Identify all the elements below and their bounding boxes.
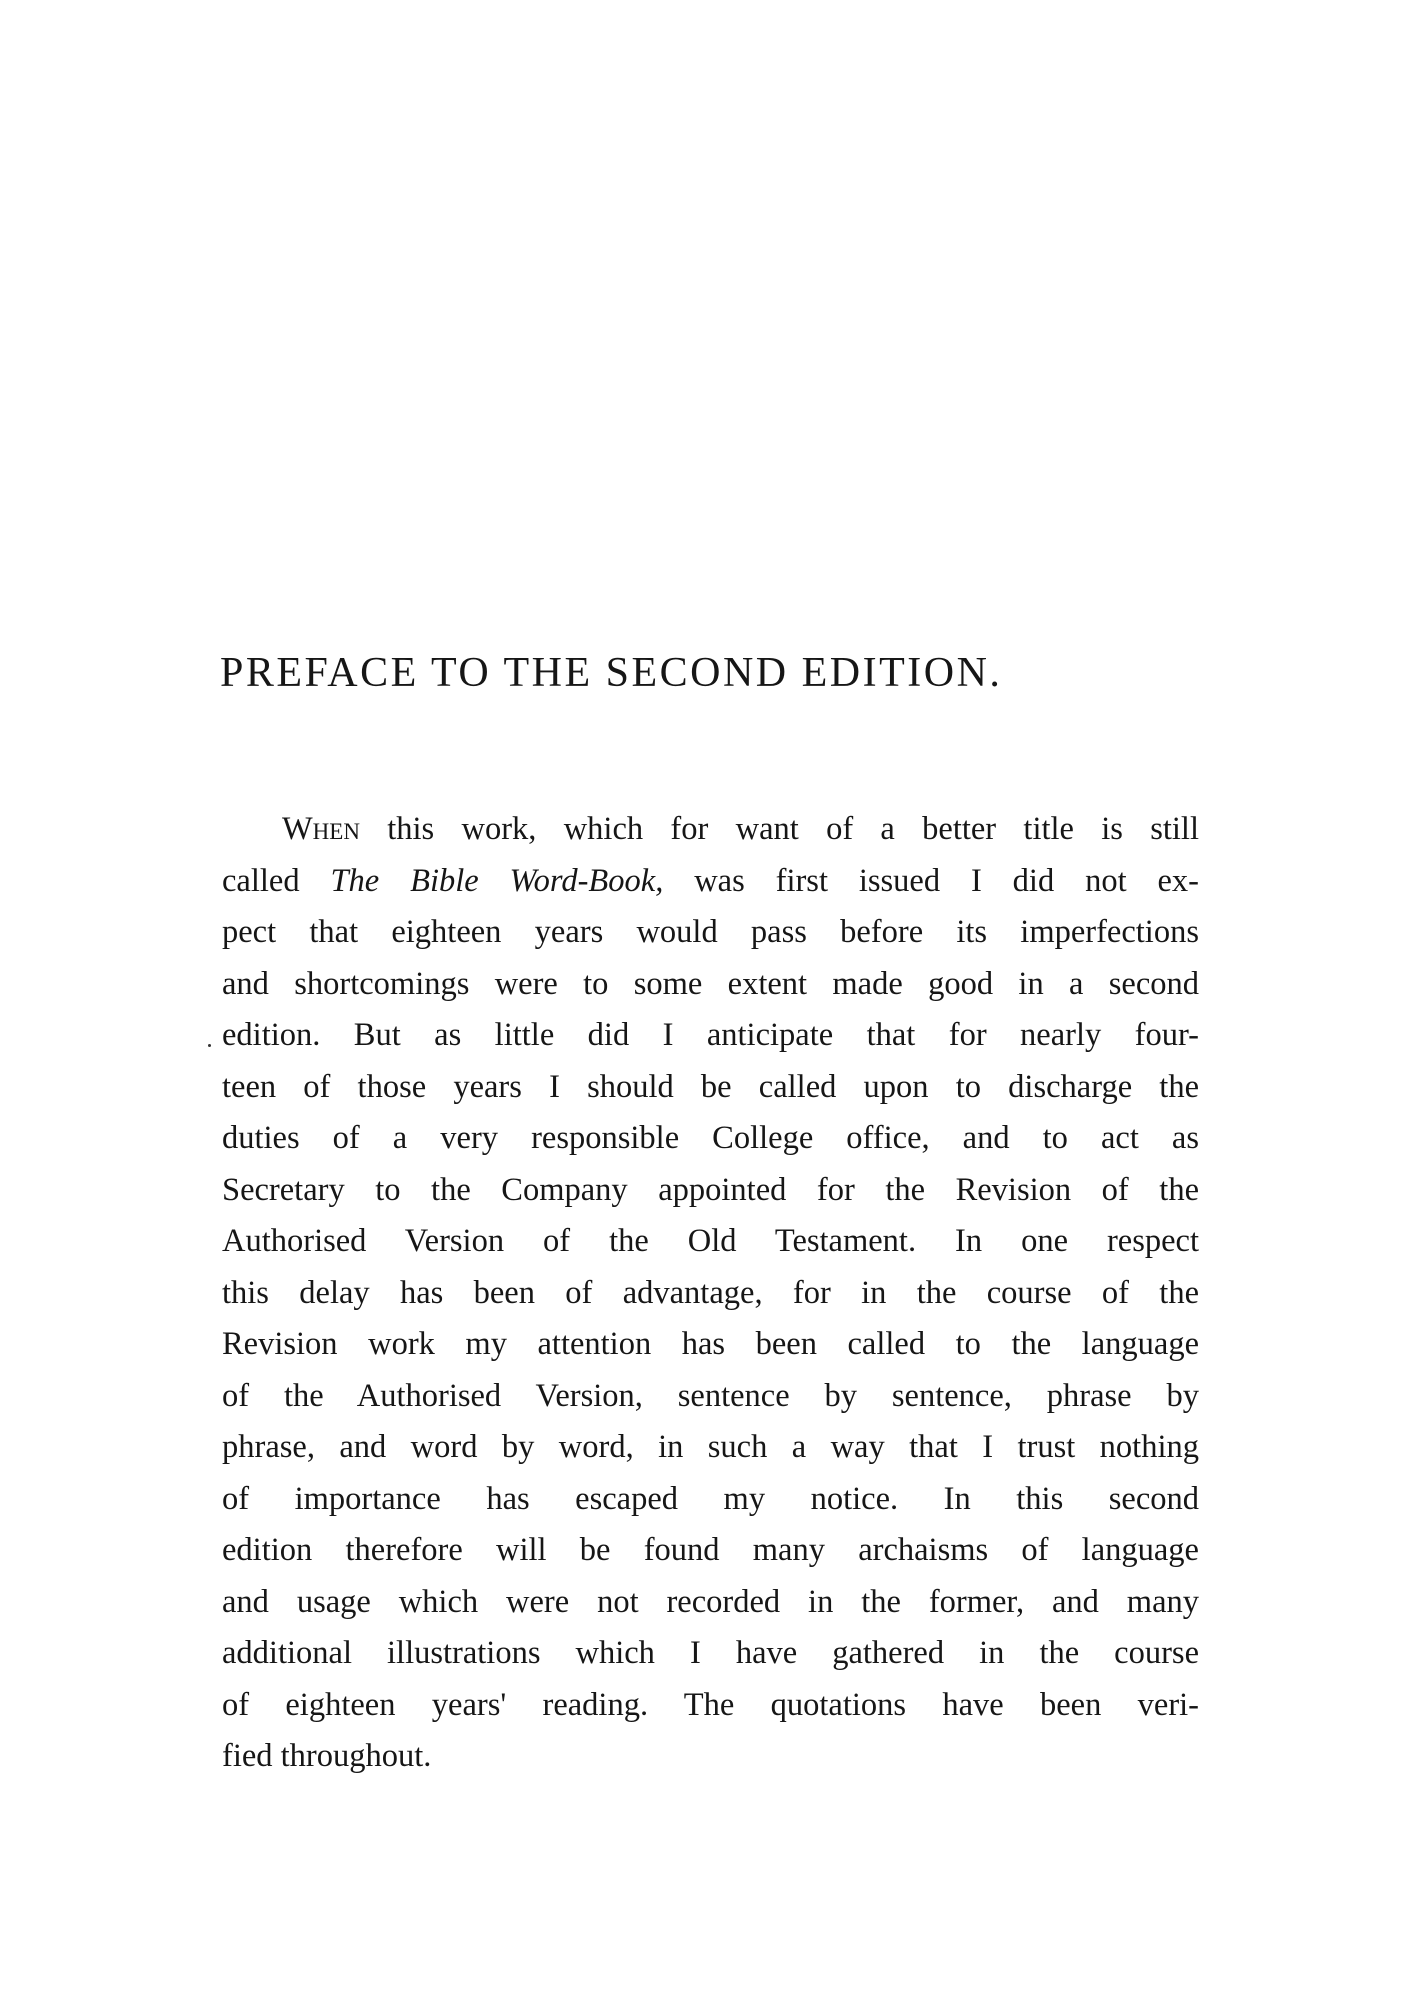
- paragraph-line-13: phrase, and word by word, in such a way that I trust nothing: [222, 1429, 1199, 1465]
- line-text: this work, which for want of a better title is still: [359, 811, 1199, 847]
- paragraph-line-16: and usage which were not recorded in the former, and many: [222, 1583, 1199, 1620]
- book-title-italic: The Bible Word-Book,: [330, 862, 664, 899]
- paragraph-line-12: of the Authorised Version, sentence by sentence, phrase by: [222, 1377, 1199, 1414]
- paragraph-line-19: fied throughout.: [222, 1738, 432, 1774]
- margin-mark: [208, 1044, 211, 1047]
- line-text: was first issued I did not ex-: [663, 862, 1200, 899]
- paragraph-line-8: Secretary to the Company appointed for the Revision of the: [222, 1171, 1199, 1208]
- preface-paragraph: [222, 804, 1199, 1783]
- paragraph-line-3: pect that eighteen years would pass before its imperfections: [222, 914, 1199, 950]
- line-text: called: [222, 862, 331, 899]
- paragraph-line-9: Authorised Version of the Old Testament. In one respect: [222, 1223, 1199, 1259]
- paragraph-line-17: additional illustrations which I have gathered in the course: [222, 1635, 1199, 1671]
- paragraph-line-14: of importance has escaped my notice. In this second: [222, 1480, 1199, 1517]
- paragraph-line-2: [222, 856, 1199, 908]
- paragraph-line-11: Revision work my attention has been called to the language: [222, 1326, 1199, 1362]
- paragraph-line-4: and shortcomings were to some extent made good in a second: [222, 965, 1199, 1002]
- paragraph-line-6: teen of those years I should be called upon to discharge the: [222, 1068, 1199, 1105]
- paragraph-line-1: [222, 804, 1199, 856]
- paragraph-line-10: this delay has been of advantage, for in the course of the: [222, 1274, 1199, 1311]
- paragraph-line-15: edition therefore will be found many archaisms of language: [222, 1532, 1199, 1568]
- opening-word: When: [282, 811, 360, 847]
- paragraph-line-5: edition. But as little did I anticipate that for nearly four-: [222, 1017, 1199, 1053]
- paragraph-line-18: of eighteen years' reading. The quotations have been veri-: [222, 1686, 1199, 1723]
- paragraph-line-7: duties of a very responsible College office, and to act as: [222, 1120, 1199, 1156]
- page-title: PREFACE TO THE SECOND EDITION.: [220, 650, 1003, 696]
